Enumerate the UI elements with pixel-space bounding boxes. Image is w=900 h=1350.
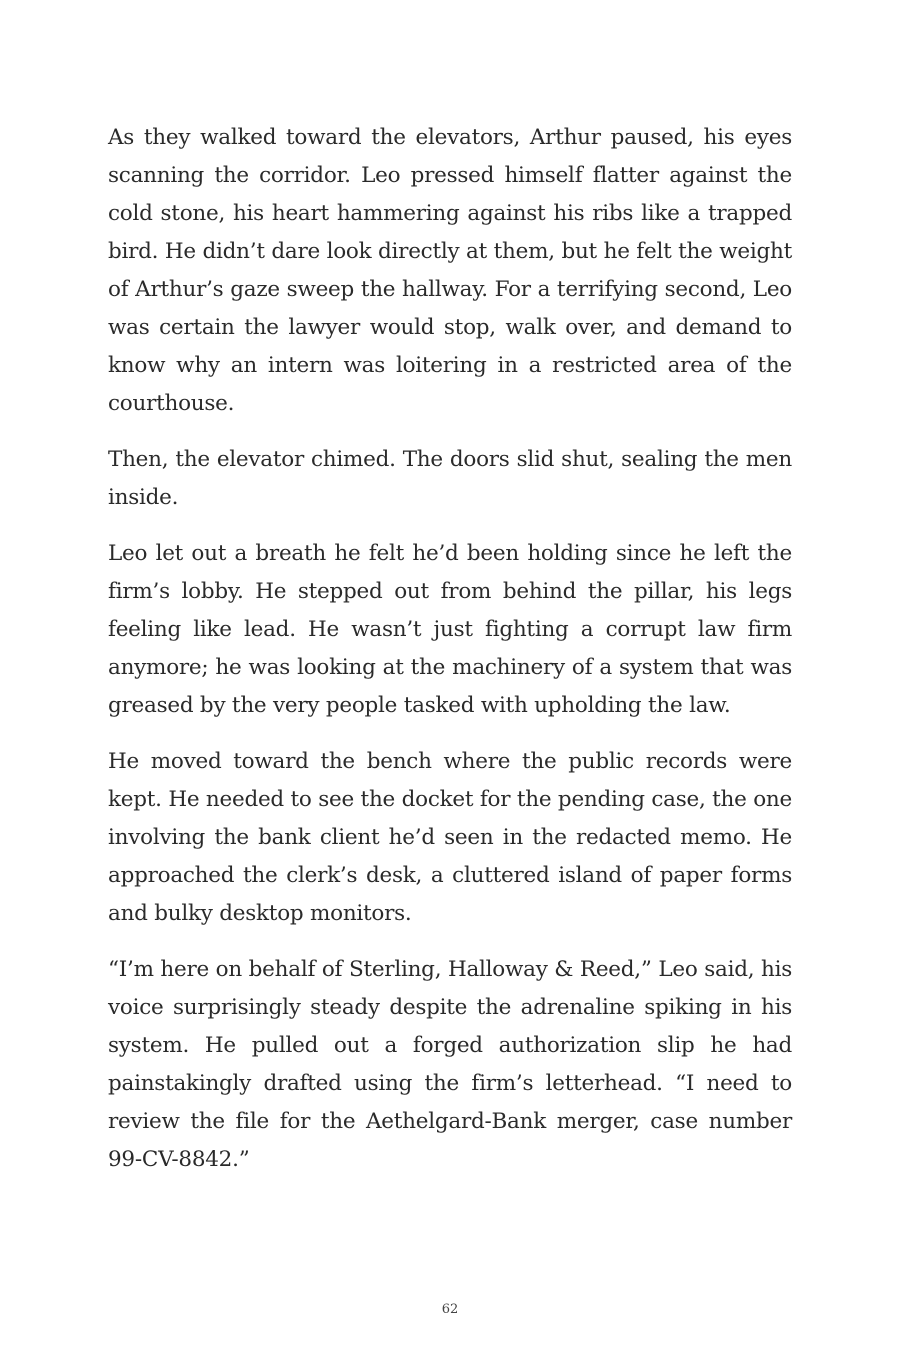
paragraph: “I’m here on behalf of Sterling, Halloway & Reed,” Leo said, his voice surprisingly steady despite the adrenaline spiking in his system. He pulled out a forged authorization slip he had painstakingly drafted using the firm’s letterhead. “I need to review the file for the Aethelgard-Bank merger, case number 99-CV-8842.”: [108, 957, 792, 1172]
body-text: [108, 119, 792, 1197]
page-number: 62: [441, 1302, 459, 1317]
paragraph: Leo let out a breath he felt he’d been holding since he left the firm’s lobby. He stepped out from behind the pillar, his legs feeling like lead. He wasn’t just fighting a corrupt law firm anymore; he was looking at the machinery of a system that was greased by the very people tasked with upholding the law.: [108, 541, 792, 718]
paragraph: Then, the elevator chimed. The doors slid shut, sealing the men inside.: [108, 447, 792, 510]
paragraph: He moved toward the bench where the public records were kept. He needed to see the docket for the pending case, the one involving the bank client he’d seen in the redacted memo. He approached the clerk’s desk, a cluttered island of paper forms and bulky desktop monitors.: [108, 749, 792, 926]
paragraph: As they walked toward the elevators, Arthur paused, his eyes scanning the corridor. Leo pressed himself flatter against the cold stone, his heart hammering against his ribs like a trapped bird. He didn’t dare look directly at them, but he felt the weight of Arthur’s gaze sweep the hallway. For a terrifying second, Leo was certain the lawyer would stop, walk over, and demand to know why an intern was loitering in a restricted area of the courthouse.: [108, 125, 792, 416]
